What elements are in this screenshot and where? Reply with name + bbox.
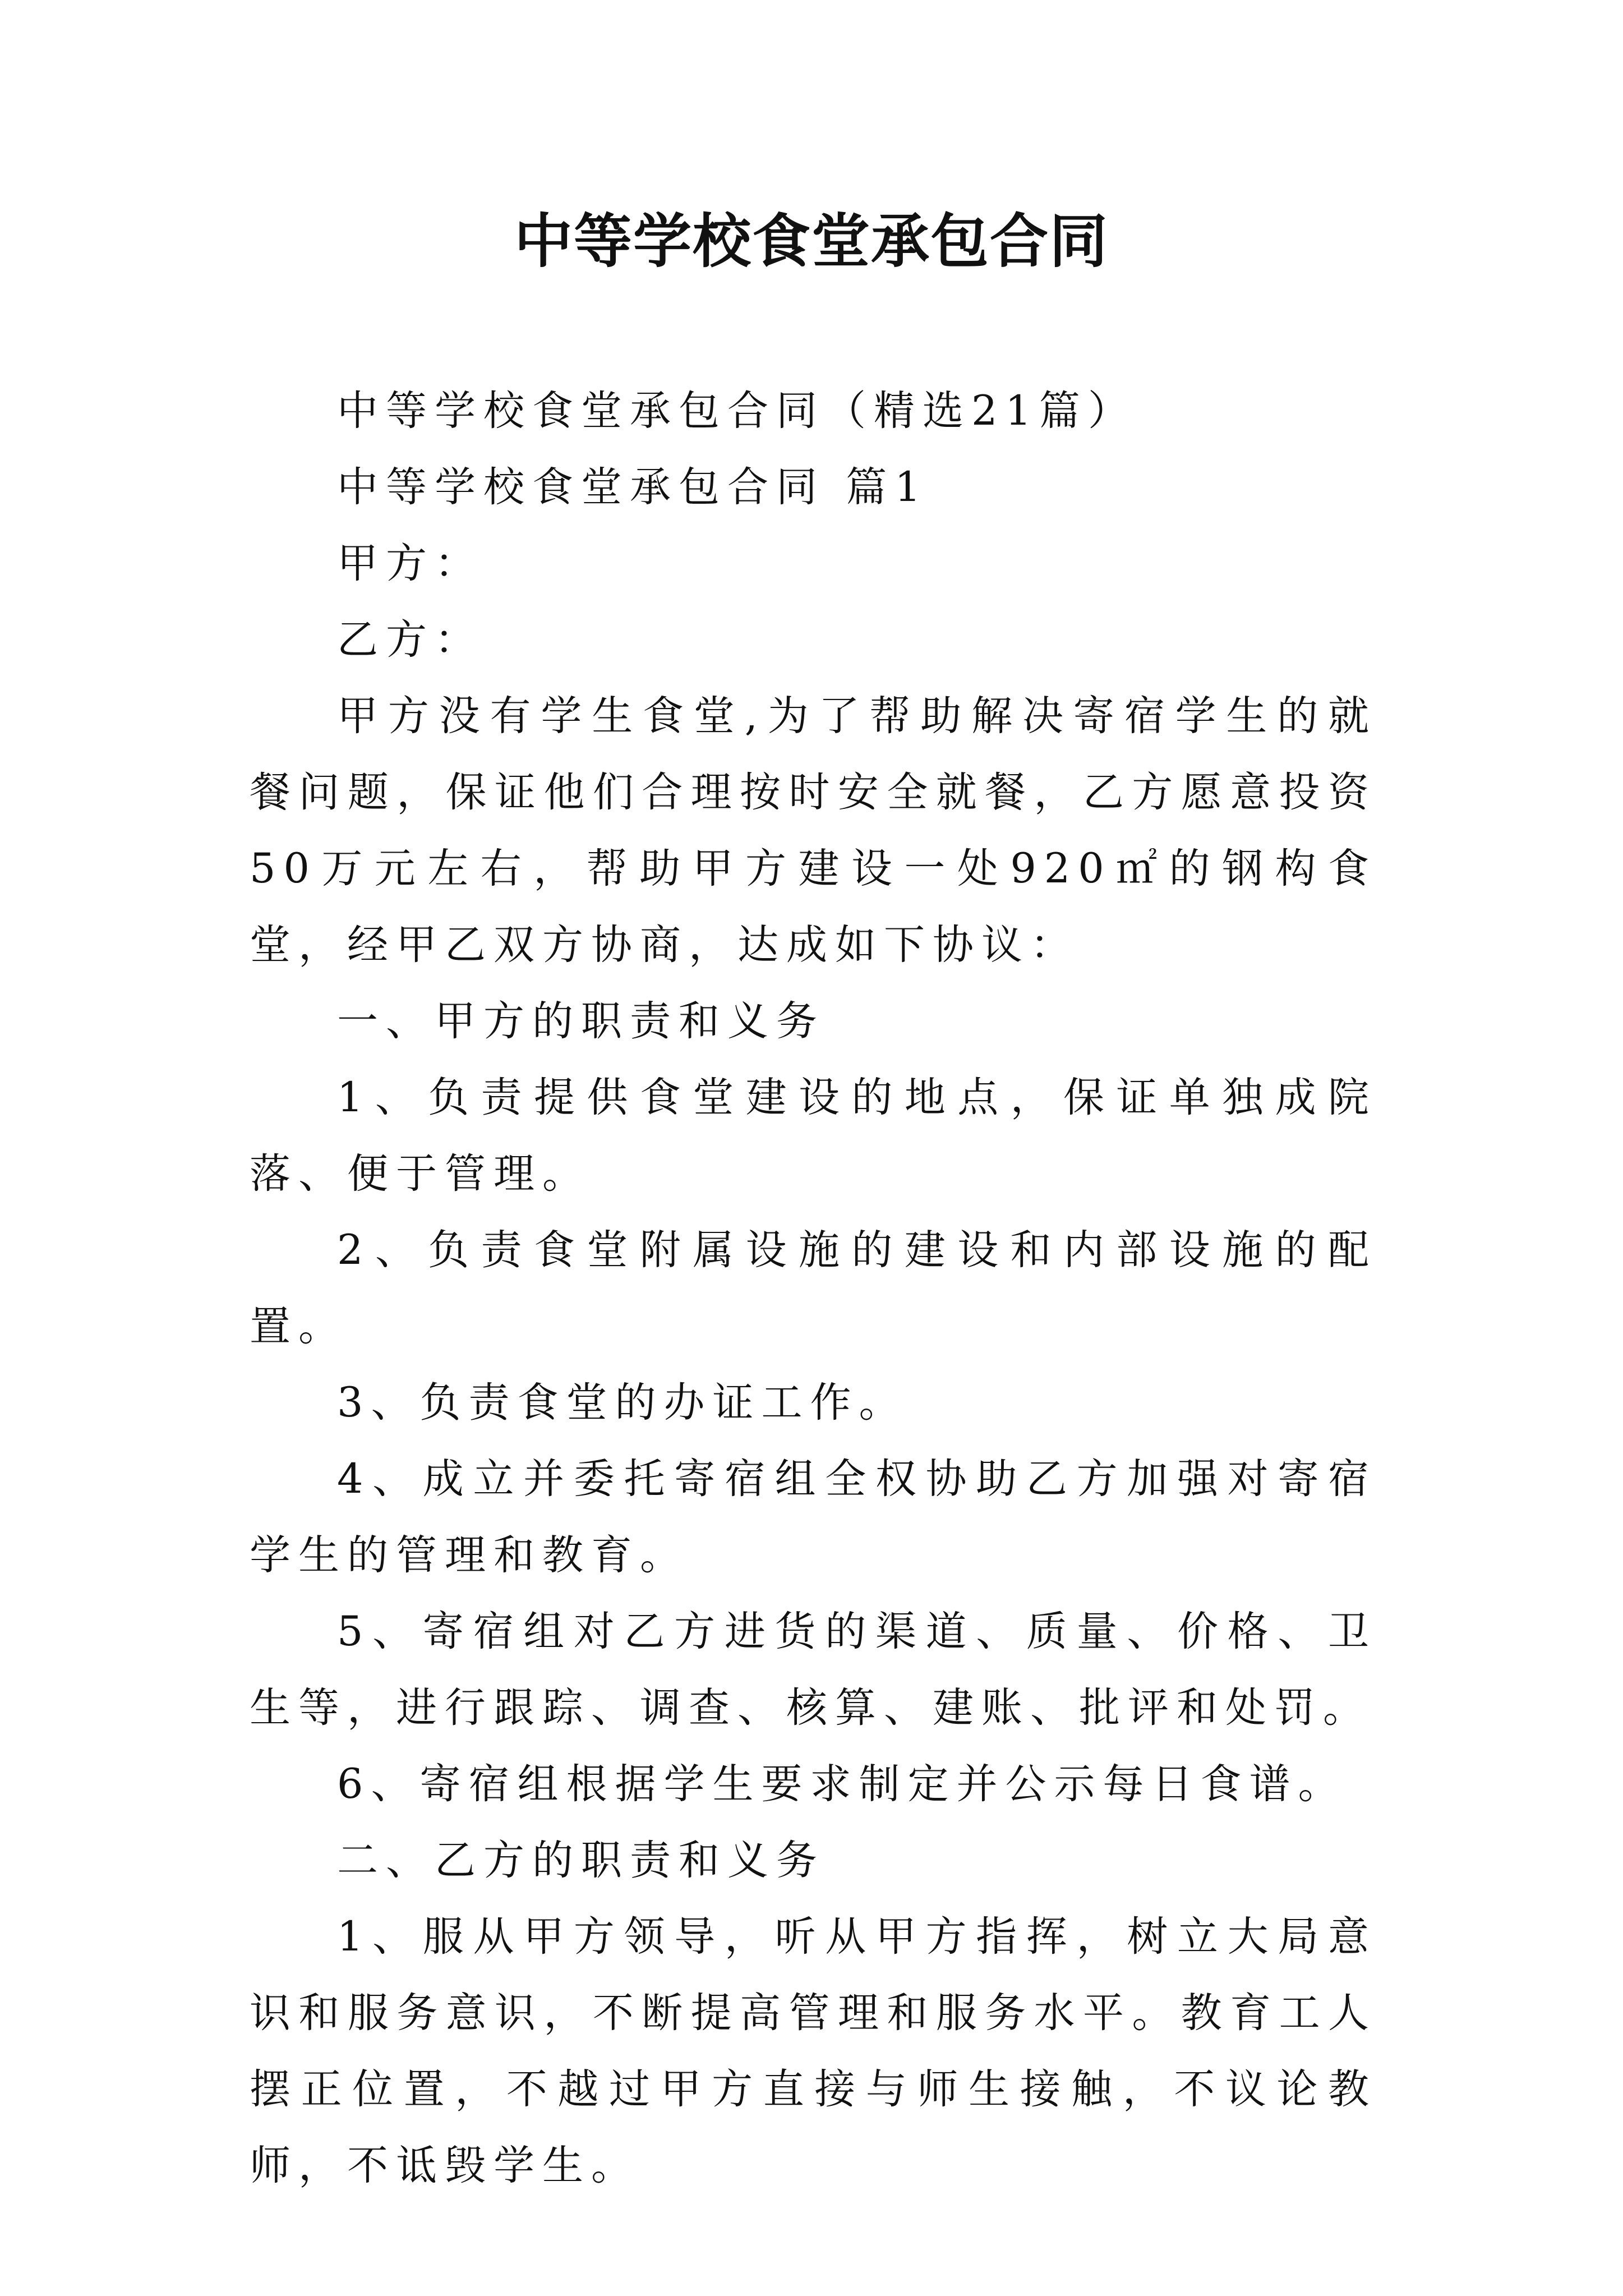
paragraph-clause: 4、成立并委托寄宿组全权协助乙方加强对寄宿学生的管理和教育。: [250, 1455, 1377, 1579]
document-title: 中等学校食堂承包合同: [514, 206, 1109, 275]
paragraph-clause: 5、寄宿组对乙方进货的渠道、质量、价格、卫生等，进行跟踪、调查、核算、建账、批评和处罚。: [250, 1608, 1377, 1732]
paragraph-section-heading: 中等学校食堂承包合同 篇1: [337, 463, 929, 511]
paragraph-clause: 6、寄宿组根据学生要求制定并公示每日食谱。: [337, 1760, 1347, 1808]
paragraph-subtitle: 中等学校食堂承包合同（精选21篇）: [337, 387, 1137, 435]
paragraph-heading-party-a-duties: 一、甲方的职责和义务: [337, 997, 825, 1045]
paragraph-preamble: 甲方没有学生食堂,为了帮助解决寄宿学生的就餐问题，保证他们合理按时安全就餐，乙方愿意投资50万元左右，帮助甲方建设一处920㎡的钢构食堂，经甲乙双方协商，达成如下协议：: [250, 692, 1377, 969]
paragraph-clause: 1、负责提供食堂建设的地点，保证单独成院落、便于管理。: [250, 1074, 1377, 1198]
paragraph-heading-party-b-duties: 二、乙方的职责和义务: [337, 1837, 825, 1884]
paragraph-clause: 3、负责食堂的办证工作。: [337, 1379, 908, 1427]
paragraph-clause: 1、服从甲方领导，听从甲方指挥，树立大局意识和服务意识，不断提高管理和服务水平。教育工人摆正位置，不越过甲方直接与师生接触，不议论教师，不诋毁学生。: [250, 1913, 1377, 2189]
paragraph-party-b: 乙方：: [337, 616, 483, 664]
document-body: [250, 373, 1377, 2204]
paragraph-party-a: 甲方：: [337, 540, 483, 587]
paragraph-clause: 2、负责食堂附属设施的建设和内部设施的配置。: [250, 1226, 1377, 1350]
